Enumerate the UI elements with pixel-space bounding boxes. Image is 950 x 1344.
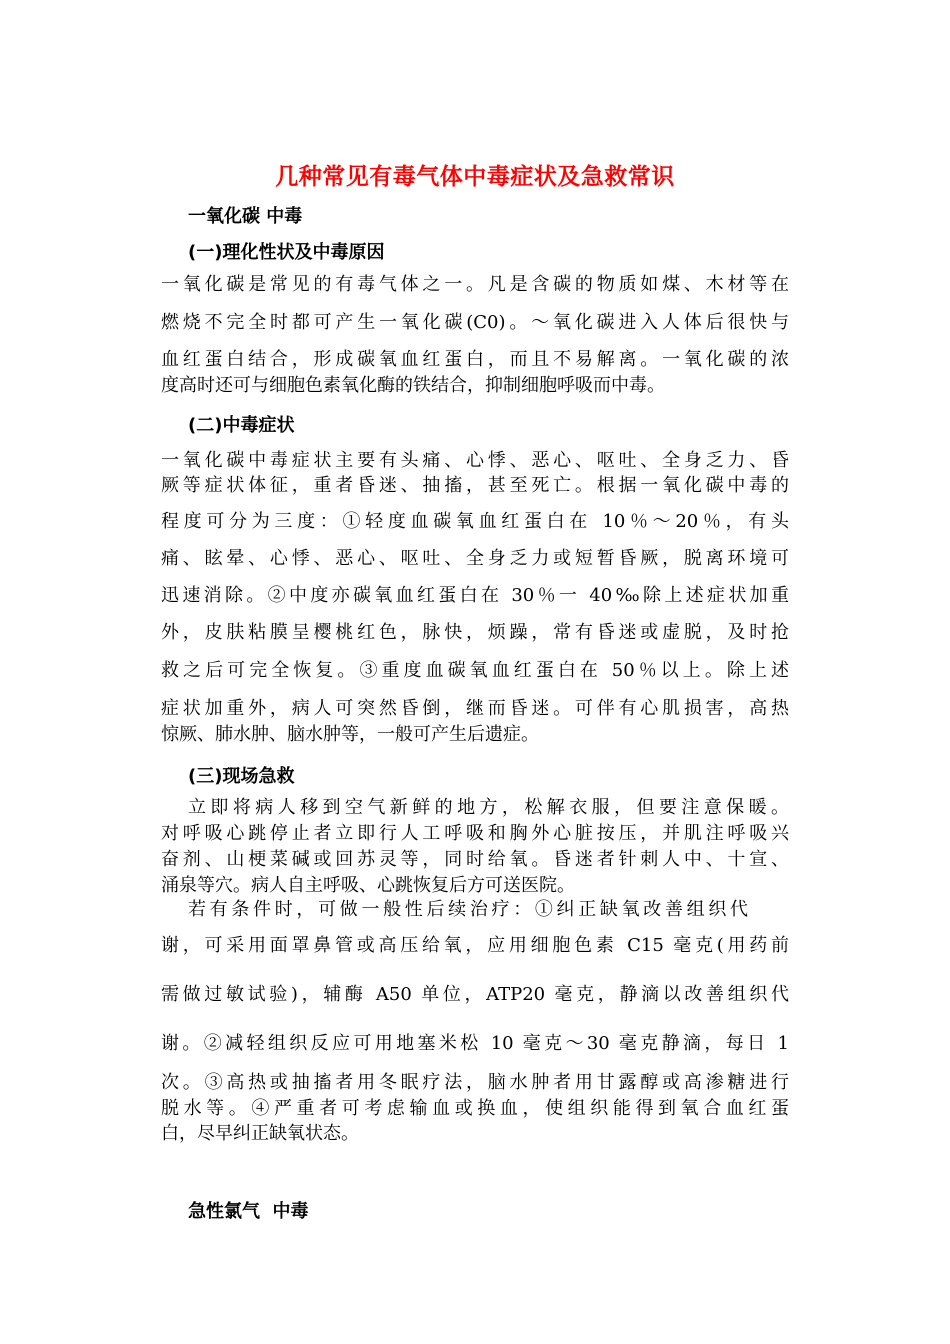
paragraph-line: 白，尽早纠正缺氧状态。 <box>161 1123 359 1144</box>
paragraph-line: 立即将病人移到空气新鲜的地方，松解衣服，但要注意保暖。 <box>188 797 789 818</box>
paragraph-line: 一氧化碳是常见的有毒气体之一。凡是含碳的物质如煤、木材等在 <box>161 274 789 295</box>
paragraph-line: 奋剂、山梗菜碱或回苏灵等，同时给氧。昏迷者针刺人中、十宣、 <box>161 849 789 870</box>
section-heading-chlorine: 急性氯气 中毒 <box>188 1201 309 1222</box>
paragraph-line: 迅速消除。②中度亦碳氧血红蛋白在 30％一 40‰除上述症状加重 <box>161 585 789 606</box>
paragraph-line: 一氧化碳中毒症状主要有头痛、心悸、恶心、呕吐、全身乏力、昏 <box>161 450 789 471</box>
subheading-first-aid: (三)现场急救 <box>188 766 295 787</box>
subheading-properties: (一)理化性状及中毒原因 <box>188 242 385 263</box>
paragraph-line: 痛、眩晕、心悸、恶心、呕吐、全身乏力或短暂昏厥，脱离环境可 <box>161 548 789 569</box>
paragraph-line: 需做过敏试验)，辅酶 A50 单位，ATP20 毫克，静滴以改善组织代 <box>161 984 789 1005</box>
paragraph-line: 对呼吸心跳停止者立即行人工呼吸和胸外心脏按压，并肌注呼吸兴 <box>161 823 789 844</box>
paragraph-line: 外，皮肤粘膜呈樱桃红色，脉快，烦躁，常有昏迷或虚脱，及时抢 <box>161 622 789 643</box>
paragraph-line: 救之后可完全恢复。③重度血碳氧血红蛋白在 50％以上。除上述 <box>161 660 789 681</box>
paragraph-line: 惊厥、肺水肿、脑水肿等，一般可产生后遗症。 <box>161 724 539 745</box>
section-heading-co: 一氧化碳 中毒 <box>188 206 303 227</box>
paragraph-line: 度高时还可与细胞色素氧化酶的铁结合，抑制细胞呼吸而中毒。 <box>161 375 665 396</box>
paragraph-line: 次。③高热或抽搐者用冬眠疗法，脑水肿者用甘露醇或高渗糖进行 <box>161 1072 789 1093</box>
paragraph-line: 症状加重外，病人可突然昏倒，继而昏迷。可伴有心肌损害，高热 <box>161 698 789 719</box>
paragraph-line: 程度可分为三度：①轻度血碳氧血红蛋白在 10％～20％，有头 <box>161 511 789 532</box>
subheading-symptoms: (二)中毒症状 <box>188 415 295 436</box>
paragraph-line: 涌泉等穴。病人自主呼吸、心跳恢复后方可送医院。 <box>161 875 575 896</box>
paragraph-line: 血红蛋白结合，形成碳氧血红蛋白，而且不易解离。一氧化碳的浓 <box>161 349 789 370</box>
paragraph-line: 若有条件时，可做一般性后续治疗：①纠正缺氧改善组织代 <box>188 899 748 920</box>
paragraph-line: 脱水等。④严重者可考虑输血或换血，使组织能得到氧合血红蛋 <box>161 1098 789 1119</box>
paragraph-line: 燃烧不完全时都可产生一氧化碳(C0)。～氧化碳进入人体后很快与 <box>161 312 789 333</box>
paragraph-line: 谢。②减轻组织反应可用地塞米松 10 毫克～30 毫克静滴，每日 1 <box>161 1033 789 1054</box>
paragraph-line: 谢，可采用面罩鼻管或高压给氧，应用细胞色素 C15 毫克(用药前 <box>161 935 789 956</box>
document-title: 几种常见有毒气体中毒症状及急救常识 <box>275 164 675 190</box>
paragraph-line: 厥等症状体征，重者昏迷、抽搐，甚至死亡。根据一氧化碳中毒的 <box>161 475 789 496</box>
